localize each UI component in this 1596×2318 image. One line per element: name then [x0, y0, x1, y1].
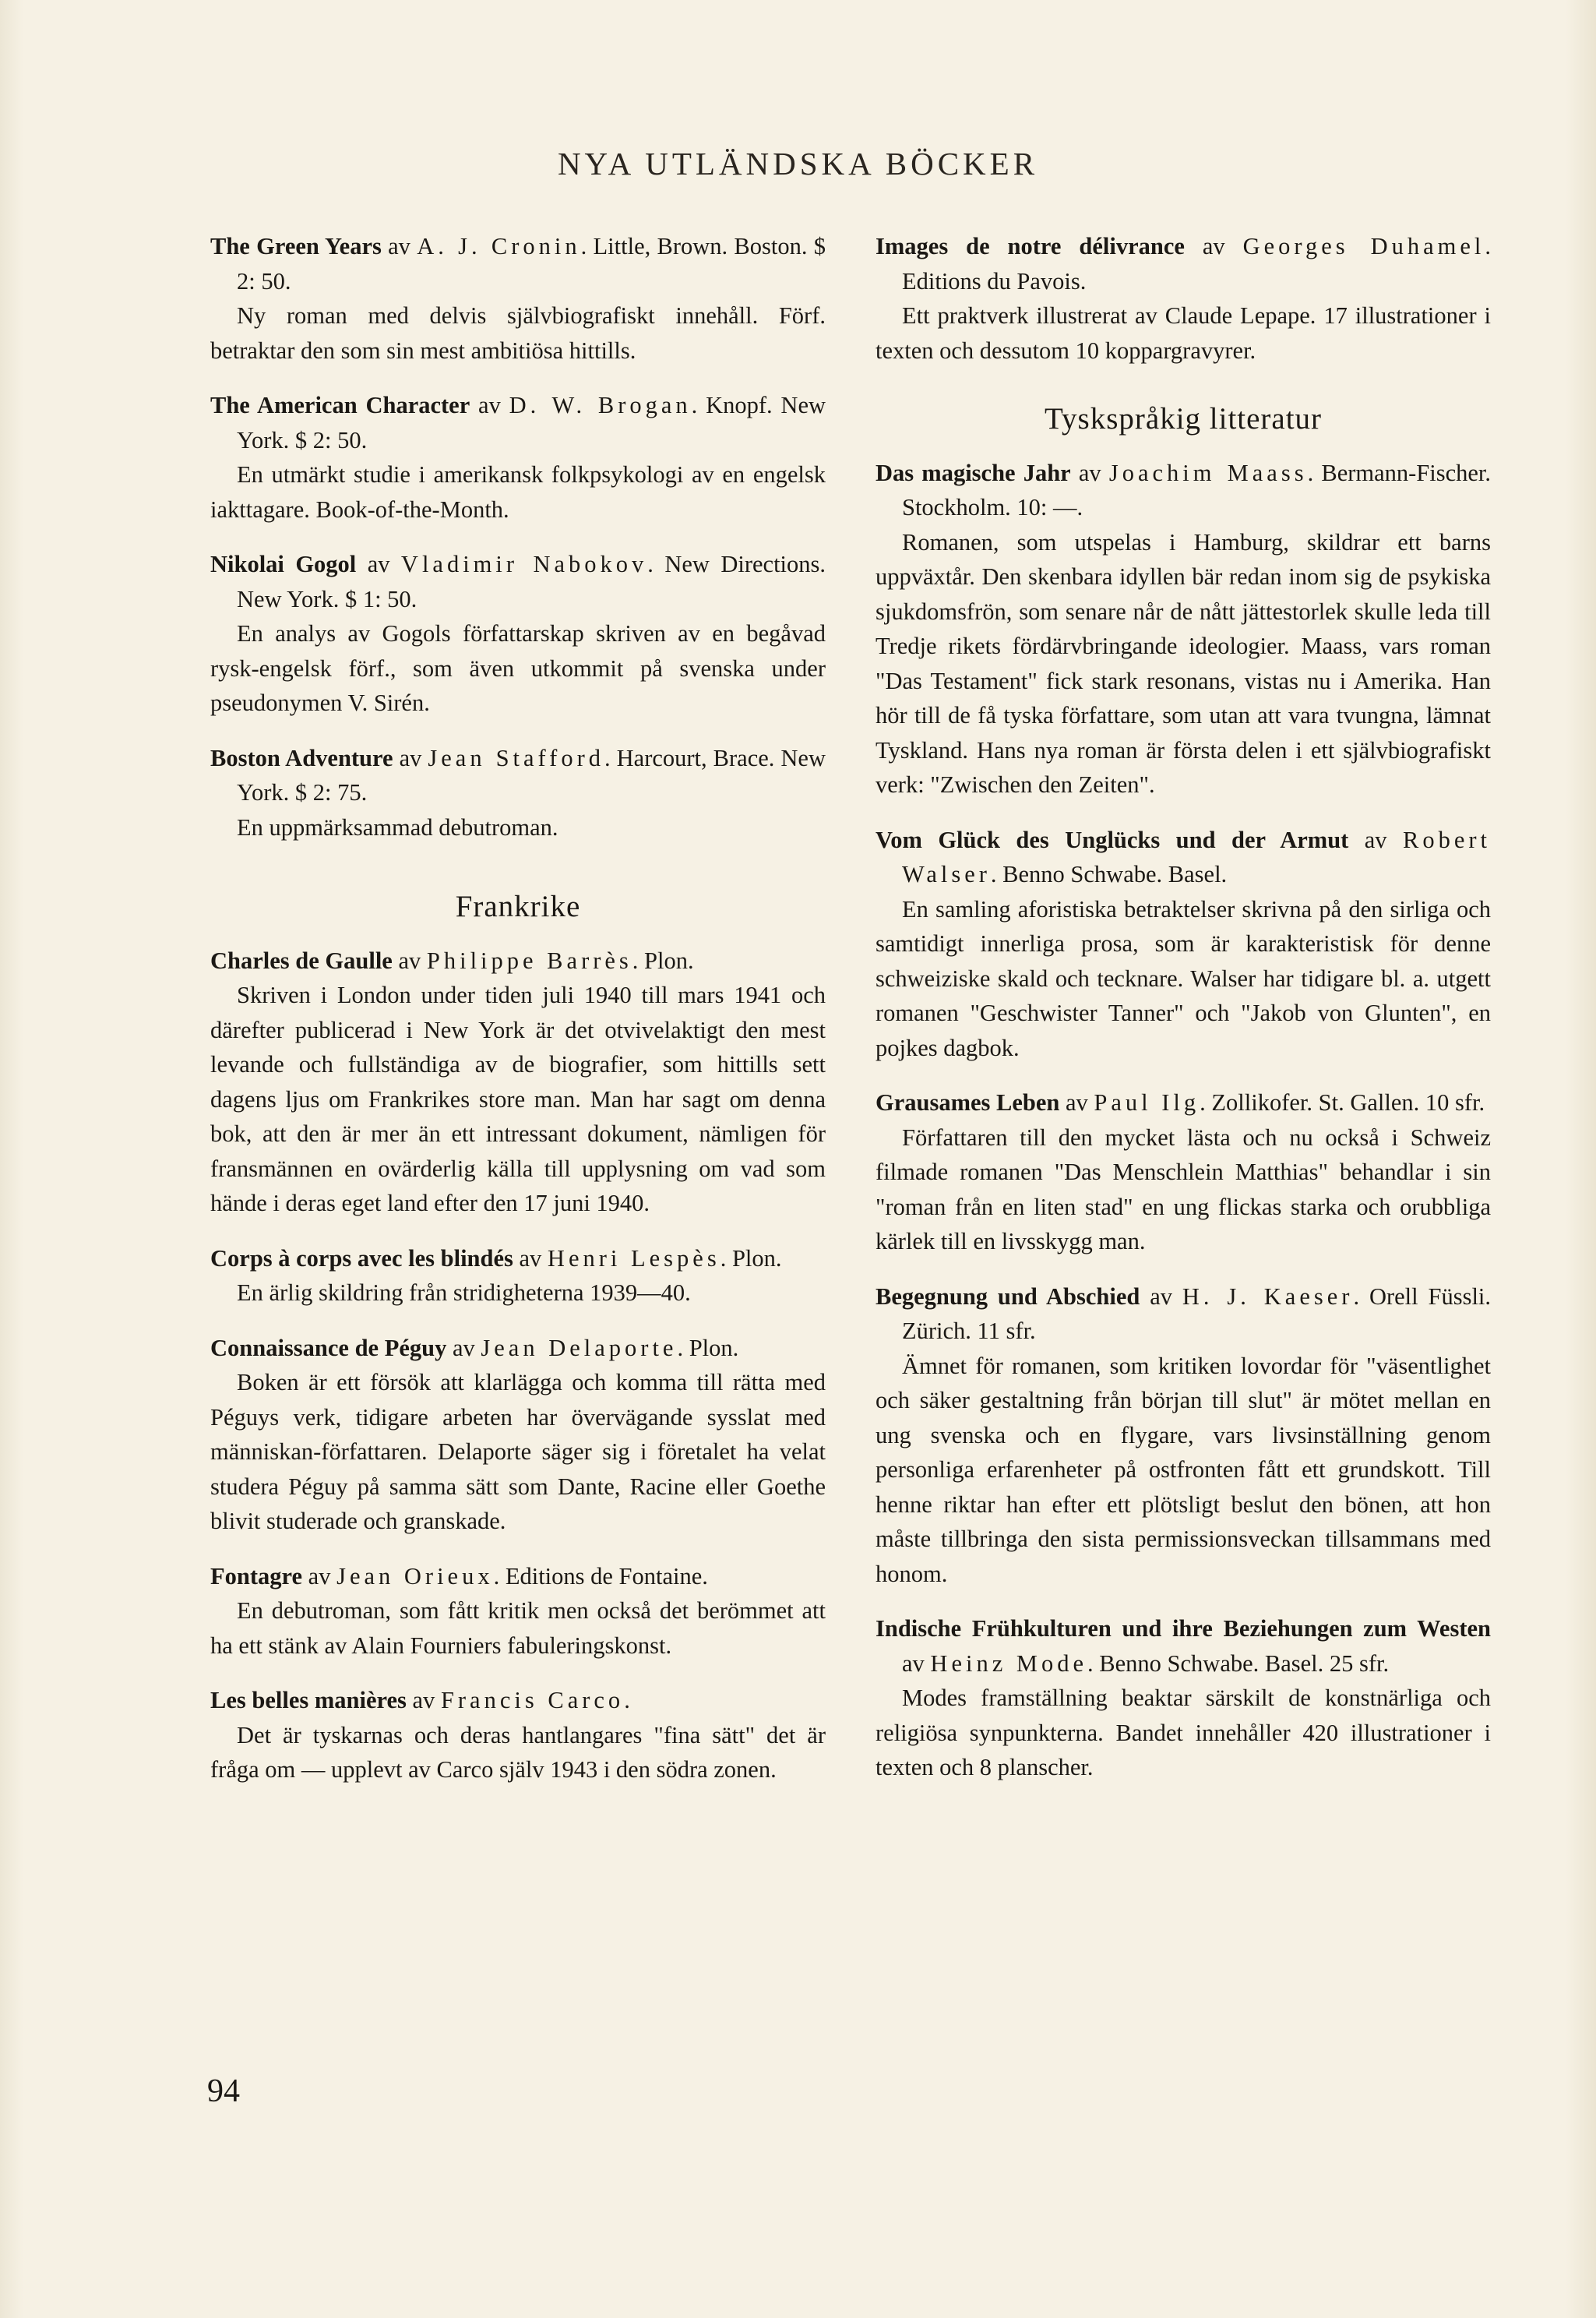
by-word: av — [1150, 1282, 1173, 1310]
by-word: av — [399, 744, 422, 771]
book-title: Les belles manières — [210, 1687, 407, 1713]
book-title: Boston Adventure — [210, 744, 393, 771]
publisher-info: . Bermann-Fischer. Stockholm. 10: —. — [902, 459, 1492, 520]
book-title: Indische Frühkulturen und ihre Beziehungen zum Westen — [876, 1615, 1491, 1642]
entry-heading — [210, 1331, 826, 1366]
by-word: av — [308, 1562, 331, 1589]
right-column — [876, 229, 1491, 1805]
book-entry — [210, 741, 826, 845]
entry-heading — [876, 229, 1491, 298]
publisher-info: . Plon. — [632, 947, 694, 974]
book-entry — [876, 1085, 1491, 1259]
author-name: Francis Carco — [440, 1687, 625, 1713]
book-entry — [210, 1559, 826, 1664]
publisher-info: . Benno Schwabe. Basel. — [990, 861, 1228, 887]
by-word: av — [519, 1244, 542, 1272]
book-entry — [210, 1331, 826, 1539]
left-column — [210, 229, 826, 1808]
author-name: Joachim Maass — [1108, 459, 1308, 486]
by-word: av — [367, 551, 390, 577]
book-entry — [876, 1279, 1491, 1592]
entry-heading — [210, 229, 826, 298]
author-name: Henri Lespès — [547, 1244, 720, 1272]
author-name: Jean Stafford — [428, 744, 604, 771]
entry-heading — [210, 1241, 826, 1276]
book-title: Nikolai Gogol — [210, 551, 357, 577]
publisher-info: . Little, Brown. Boston. $ 2: 50. — [237, 233, 826, 295]
entry-description: Ny roman med delvis självbiografiskt innehåll. Förf. betraktar den som sin mest ambitiösa hittills. — [210, 302, 826, 364]
author-name: Heinz Mode — [930, 1649, 1088, 1677]
entry-heading — [876, 1279, 1491, 1349]
entry-description: Modes framställning beaktar särskilt de konstnärliga och religiösa synpunkterna. Bandet innehåller 420 illustrationer i texten och 8 planscher. — [876, 1685, 1491, 1780]
publisher-info: . Orell Füssli. Zürich. 11 sfr. — [902, 1282, 1492, 1344]
by-word: av — [388, 233, 410, 259]
entry-heading — [876, 1611, 1491, 1681]
entry-heading — [210, 1559, 826, 1594]
entry-description: Författaren till den mycket lästa och nu också i Schweiz filmade romanen "Das Menschlein Matthias" behandlar i sin "roman från en liten stad" en ung flickas starka och orubbliga kärlek till en livsskygg man. — [876, 1124, 1491, 1254]
entry-heading — [210, 741, 826, 810]
book-entry — [876, 456, 1491, 803]
book-title: Begegnung und Abschied — [876, 1282, 1140, 1310]
author-name: A. J. Cronin — [417, 233, 581, 259]
by-word: av — [398, 947, 421, 974]
entry-description: Boken är ett försök att klarlägga och komma till rätta med Péguys verk, tidigare arbeten har övervägande sysslat med människan-författaren. Delaporte säger sig i företalet ha velat studera Péguy på samma sätt som Dante, Racine eller Goethe blivit studerade och granskade. — [210, 1369, 826, 1534]
entry-description: Romanen, som utspelas i Hamburg, skildrar ett barns uppväxtår. Den skenbara idyllen bär redan inom sig de psykiska sjukdomsfrön, som senare når de nått jättestorlek skulle leda till Tredje rikets fördärvbringande ideologier. Maass, vars roman "Das Testament" fick stark resonans, vistas nu i Amerika. Han hör till de få tyska författare, som utan att vara tvungna, lämnat Tyskland. Hans nya roman är första delen i ett självbiografiskt verk: "Zwischen den Zeiten". — [876, 528, 1491, 798]
entry-heading — [876, 456, 1491, 525]
book-title: Images de notre délivrance — [876, 233, 1185, 259]
entry-description: En utmärkt studie i amerikansk folkpsykologi av en engelsk iakttagare. Book-of-the-Month. — [210, 461, 826, 523]
book-title: Fontagre — [210, 1562, 303, 1589]
entry-heading — [876, 1085, 1491, 1120]
by-word: av — [412, 1687, 435, 1713]
book-title: Charles de Gaulle — [210, 947, 393, 974]
author-name: Jean Delaporte — [481, 1334, 678, 1361]
by-word: av — [902, 1649, 925, 1677]
entry-description: En samling aforistiska betraktelser skrivna på den sirliga och samtidigt innerliga prosa, som är karakteristisk för denne schweiziske skald och tecknare. Walser har tidigare bl. a. utgett romanen "Geschwister Tanner" och "Jakob von Glunten", en pojkes dagbok. — [876, 895, 1491, 1061]
book-title: Corps à corps avec les blindés — [210, 1244, 513, 1272]
publisher-info: . Knopf. New York. $ 2: 50. — [237, 392, 826, 453]
section-heading: Frankrike — [455, 890, 581, 923]
book-entry — [210, 944, 826, 1221]
entry-list-intro — [876, 229, 1491, 368]
book-title: Connaissance de Péguy — [210, 1334, 447, 1361]
book-entry — [876, 823, 1491, 1066]
book-title: The American Character — [210, 392, 470, 418]
entry-description: En ärlig skildring från stridigheterna 1939—40. — [237, 1279, 691, 1306]
book-title: Vom Glück des Unglücks und der Armut — [876, 826, 1349, 853]
entry-list-section — [210, 944, 826, 1787]
author-name: H. J. Kaeser — [1182, 1282, 1354, 1310]
author-name: Jean Orieux — [336, 1562, 494, 1589]
book-title: The Green Years — [210, 233, 382, 259]
book-entry — [210, 229, 826, 368]
book-entry — [876, 229, 1491, 368]
entry-heading — [210, 944, 826, 979]
publisher-info: . Zollikofer. St. Gallen. 10 sfr. — [1200, 1089, 1485, 1116]
publisher-info: . Harcourt, Brace. New York. $ 2: 75. — [237, 744, 826, 806]
author-name: Paul Ilg — [1094, 1089, 1200, 1116]
entry-description: En uppmärksammad debutroman. — [237, 813, 558, 841]
author-name: Philippe Barrès — [426, 947, 632, 974]
by-word: av — [1066, 1089, 1088, 1116]
entry-list-section — [876, 456, 1491, 1785]
book-entry — [876, 1611, 1491, 1785]
book-title: Grausames Leben — [876, 1089, 1060, 1116]
author-name: Georges Duhamel — [1242, 233, 1485, 259]
entry-heading — [210, 388, 826, 457]
entry-description: Ämnet för romanen, som kritiken lovordar för "väsentlighet och säker gestaltning från början till slut" är mötet mellan en ung svenska och en flygare, vars livsinställning genom personliga erfarenheter på ostfronten fått ett grundskott. Till henne riktar han efter ett plötsligt beslut den bönen, att hon måste tillbringa den sista permissionsveckan tillsammans med honom. — [876, 1352, 1491, 1587]
entry-heading — [210, 547, 826, 616]
author-name: Vladimir Nabokov — [400, 551, 648, 577]
publisher-info: . New Directions. New York. $ 1: 50. — [237, 551, 826, 612]
publisher-info: . Editions de Fontaine. — [493, 1562, 708, 1589]
entry-heading — [876, 823, 1491, 892]
entry-description: Det är tyskarnas och deras hantlangares "fina sätt" det är fråga om — upplevt av Carco själv 1943 i den södra zonen. — [210, 1721, 826, 1783]
entry-list-intro — [210, 229, 826, 845]
running-head: NYA UTLÄNDSKA BÖCKER — [557, 146, 1039, 182]
entry-description: En analys av Gogols författarskap skriven av en begåvad rysk-engelsk förf., som även utkommit på svenska under pseudonymen V. Sirén. — [210, 620, 826, 716]
author-name: D. W. Brogan — [509, 392, 692, 418]
publisher-info: . — [624, 1687, 630, 1713]
publisher-info: . Benno Schwabe. Basel. 25 sfr. — [1087, 1649, 1390, 1677]
by-word: av — [1202, 233, 1225, 259]
by-word: av — [1364, 826, 1387, 853]
book-entry — [210, 1683, 826, 1787]
book-title: Das magische Jahr — [876, 459, 1071, 486]
entry-description: En debutroman, som fått kritik men också det berömmet att ha ett stänk av Alain Fourniers fabuleringskonst. — [210, 1597, 826, 1659]
by-word: av — [452, 1334, 475, 1361]
by-word: av — [1078, 459, 1101, 486]
publisher-info: . Plon. — [677, 1334, 739, 1361]
book-entry — [210, 1241, 826, 1311]
book-entry — [210, 388, 826, 527]
entry-description: Ett praktverk illustrerat av Claude Lepape. 17 illustrationer i texten och dessutom 10 koppargravyrer. — [876, 302, 1491, 364]
entry-heading — [210, 1683, 826, 1718]
publisher-info: . Editions du Pavois. — [902, 233, 1492, 295]
book-entry — [210, 547, 826, 721]
by-word: av — [478, 392, 501, 418]
author-name: Robert Walser — [902, 826, 1492, 887]
publisher-info: . Plon. — [720, 1244, 782, 1272]
section-heading: Tyskspråkig litteratur — [1044, 402, 1323, 436]
page-number: 94 — [207, 2073, 240, 2109]
entry-description: Skriven i London under tiden juli 1940 till mars 1941 och därefter publicerad i New York är det otvivelaktigt den mest levande och fullständiga av de biografier, som hittills sett dagens ljus om Frankrikes store man. Man har sagt om denna bok, att den är mer än ett intressant dokument, nämligen för fransmännen en ovärderlig källa till upplysning om vad som hände i deras eget land efter den 17 juni 1940. — [210, 982, 826, 1216]
